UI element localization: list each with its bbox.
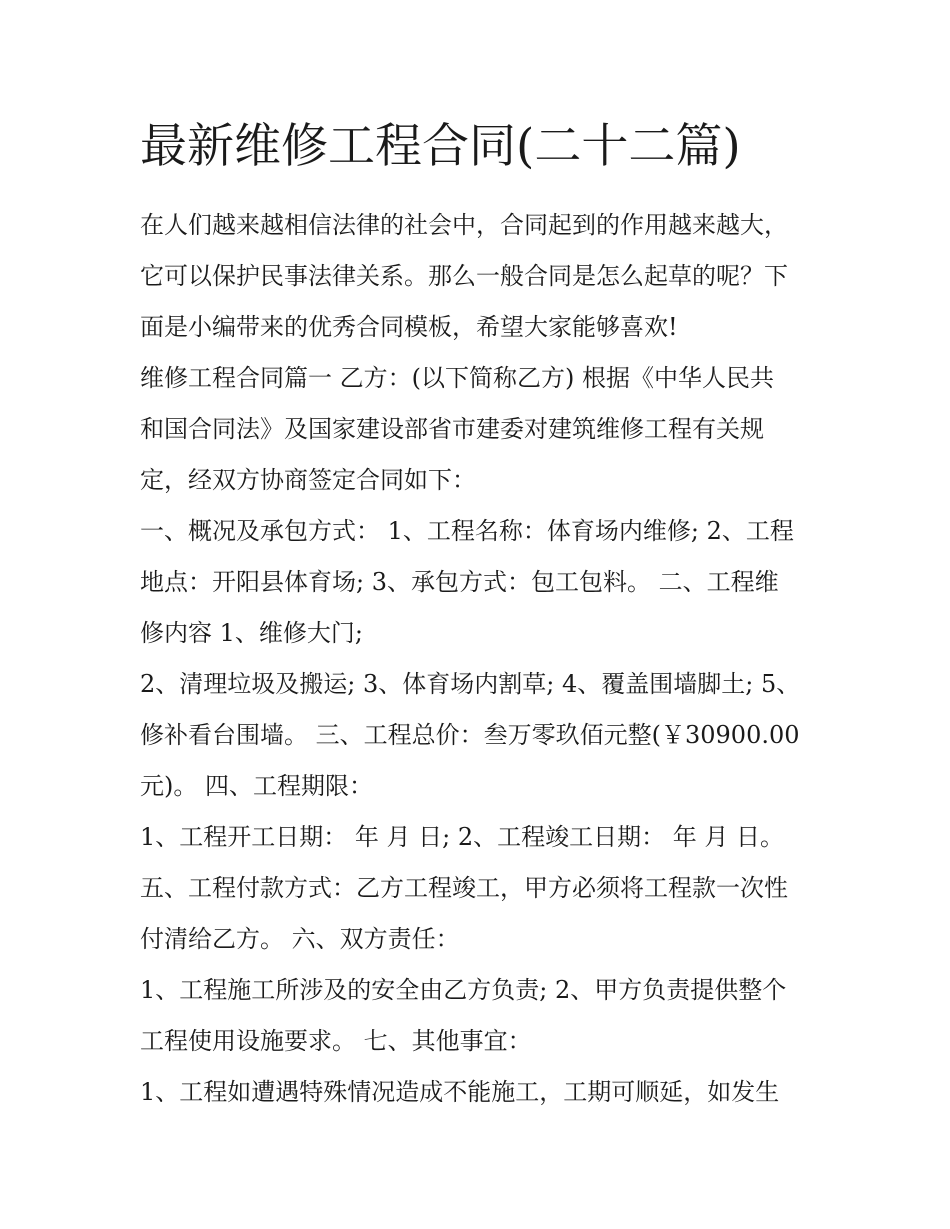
- body-line: 1、工程施工所涉及的安全由乙方负责; 2、甲方负责提供整个: [140, 976, 787, 1004]
- document-page: [140, 112, 820, 1118]
- document-title: 最新维修工程合同(二十二篇): [140, 119, 741, 174]
- body-line: 地点：开阳县体育场; 3、承包方式：包工包料。 二、工程维: [140, 568, 779, 596]
- body-line: 五、工程付款方式：乙方工程竣工，甲方必须将工程款一次性: [140, 874, 788, 902]
- body-line: 修内容 1、维修大门;: [140, 619, 363, 647]
- body-line: 工程使用设施要求。 七、其他事宜：: [140, 1027, 532, 1055]
- body-line: 修补看台围墙。 三、工程总价：叁万零玖佰元整(￥30900.00: [140, 721, 800, 749]
- body-line: 定，经双方协商签定合同如下：: [140, 466, 476, 494]
- body-line: 维修工程合同篇一 乙方：(以下简称乙方) 根据《中华人民共: [140, 364, 774, 392]
- body-line: 和国合同法》及国家建设部省市建委对建筑维修工程有关规: [140, 415, 764, 443]
- body-line: 付清给乙方。 六、双方责任：: [140, 925, 460, 953]
- body-line: 1、工程如遭遇特殊情况造成不能施工，工期可顺延，如发生: [140, 1078, 780, 1106]
- body-line: 它可以保护民事法律关系。那么一般合同是怎么起草的呢？下: [140, 262, 788, 290]
- body-line: 元)。 四、工程期限：: [140, 772, 373, 800]
- document-body: [140, 200, 820, 1118]
- body-line: 1、工程开工日期： 年 月 日; 2、工程竣工日期： 年 月 日。: [140, 823, 785, 851]
- body-line: 在人们越来越相信法律的社会中，合同起到的作用越来越大，: [140, 211, 788, 239]
- body-line: 面是小编带来的优秀合同模板，希望大家能够喜欢!: [140, 313, 678, 341]
- body-line: 2、清理垃圾及搬运; 3、体育场内割草; 4、覆盖围墙脚土; 5、: [140, 670, 801, 698]
- body-line: 一、概况及承包方式： 1、工程名称：体育场内维修; 2、工程: [140, 517, 794, 545]
